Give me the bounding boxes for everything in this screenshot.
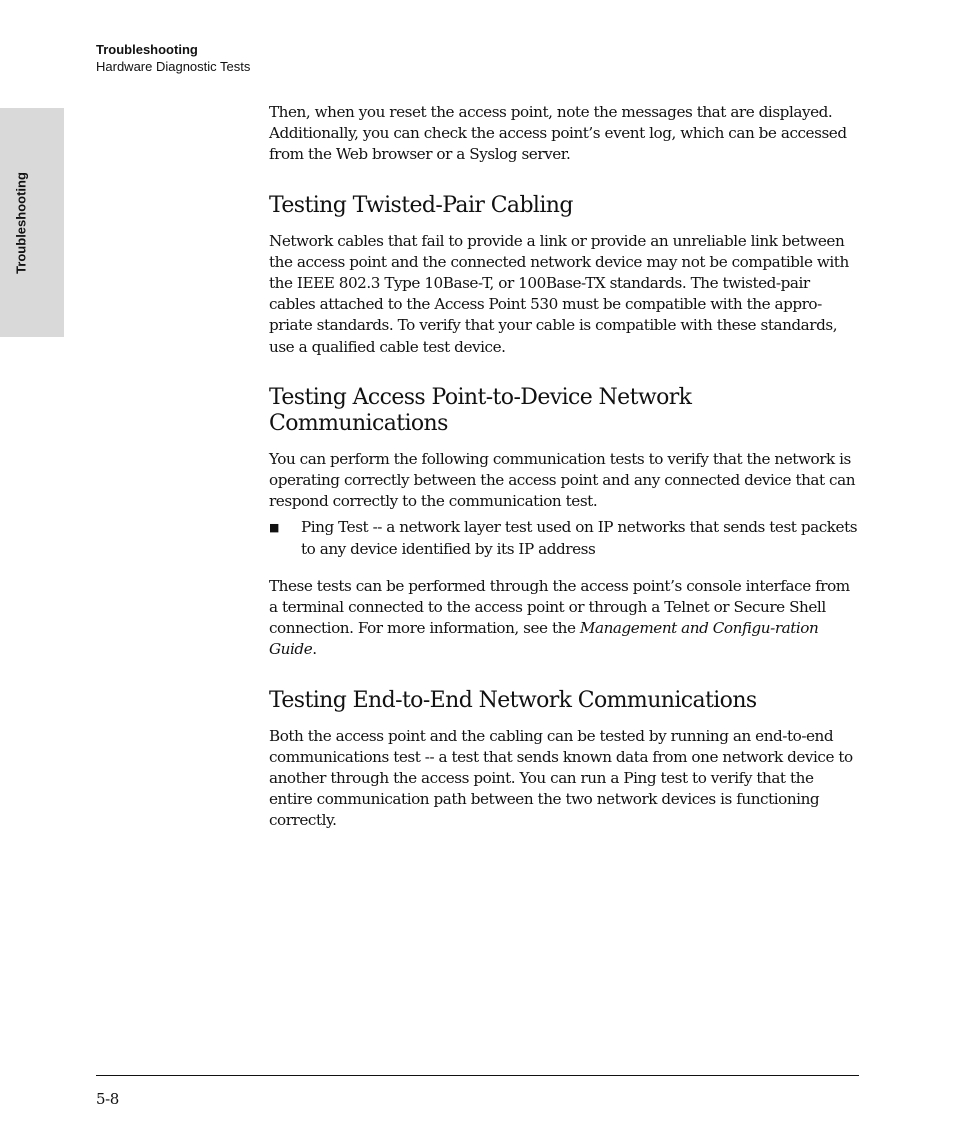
header-chapter-title: Troubleshooting	[96, 42, 198, 57]
bullet-square-icon: ■	[269, 521, 279, 535]
heading-end-to-end: Testing End-to-End Network Communications	[269, 687, 757, 713]
heading-twisted-pair: Testing Twisted-Pair Cabling	[269, 192, 573, 218]
end-to-end-paragraph: Both the access point and the cabling can be tested by running an end-to-end communications test -- a test that sends known data from one network device to another through the access point. You can run a Ping test to verify that the entire communication path between the two network devices is functioning correctly.	[269, 726, 853, 830]
twisted-pair-paragraph: Network cables that fail to provide a link or provide an unreliable link between the access point and the connected network device may not be compatible with the IEEE 802.3 Type 10Base-T, or 100Base-TX standards. The twisted-pair cables attached to the Access Point 530 must be compatible with the appro-priate standards. To verify that your cable is compatible with these standards, use a qualified cable test device.	[269, 231, 849, 356]
intro-paragraph: Then, when you reset the access point, note the messages that are displayed. Additionally, you can check the access point’s event log, which can be accessed from the Web browser or a Syslog server.	[269, 103, 847, 164]
followup-text: These tests can be performed through the access point’s console interface from a terminal connected to the access point or through a Telnet or Secure Shell connection. For more information, see the	[269, 576, 850, 638]
heading-access-point-communications: Testing Access Point-to-Device Network Communications	[269, 384, 692, 436]
header-section-title: Hardware Diagnostic Tests	[96, 59, 251, 74]
side-tab-label: Troubleshooting	[13, 172, 29, 274]
list-item	[269, 517, 859, 559]
page-content	[269, 102, 859, 832]
guide-reference: Management and Configu-ration Guide	[269, 619, 819, 659]
followup-end: .	[312, 640, 317, 659]
test-list	[269, 517, 859, 559]
footer-divider	[96, 1075, 859, 1076]
page-number: 5-8	[96, 1090, 119, 1108]
running-header	[96, 41, 250, 75]
access-point-paragraph: You can perform the following communication tests to verify that the network is operating correctly between the access point and any connected device that can respond correctly to the communication test.	[269, 449, 856, 511]
list-item-text: Ping Test -- a network layer test used on IP networks that sends test packets to any device identified by its IP address	[301, 518, 858, 558]
chapter-side-tab	[0, 108, 64, 337]
tests-followup-paragraph	[269, 576, 859, 661]
